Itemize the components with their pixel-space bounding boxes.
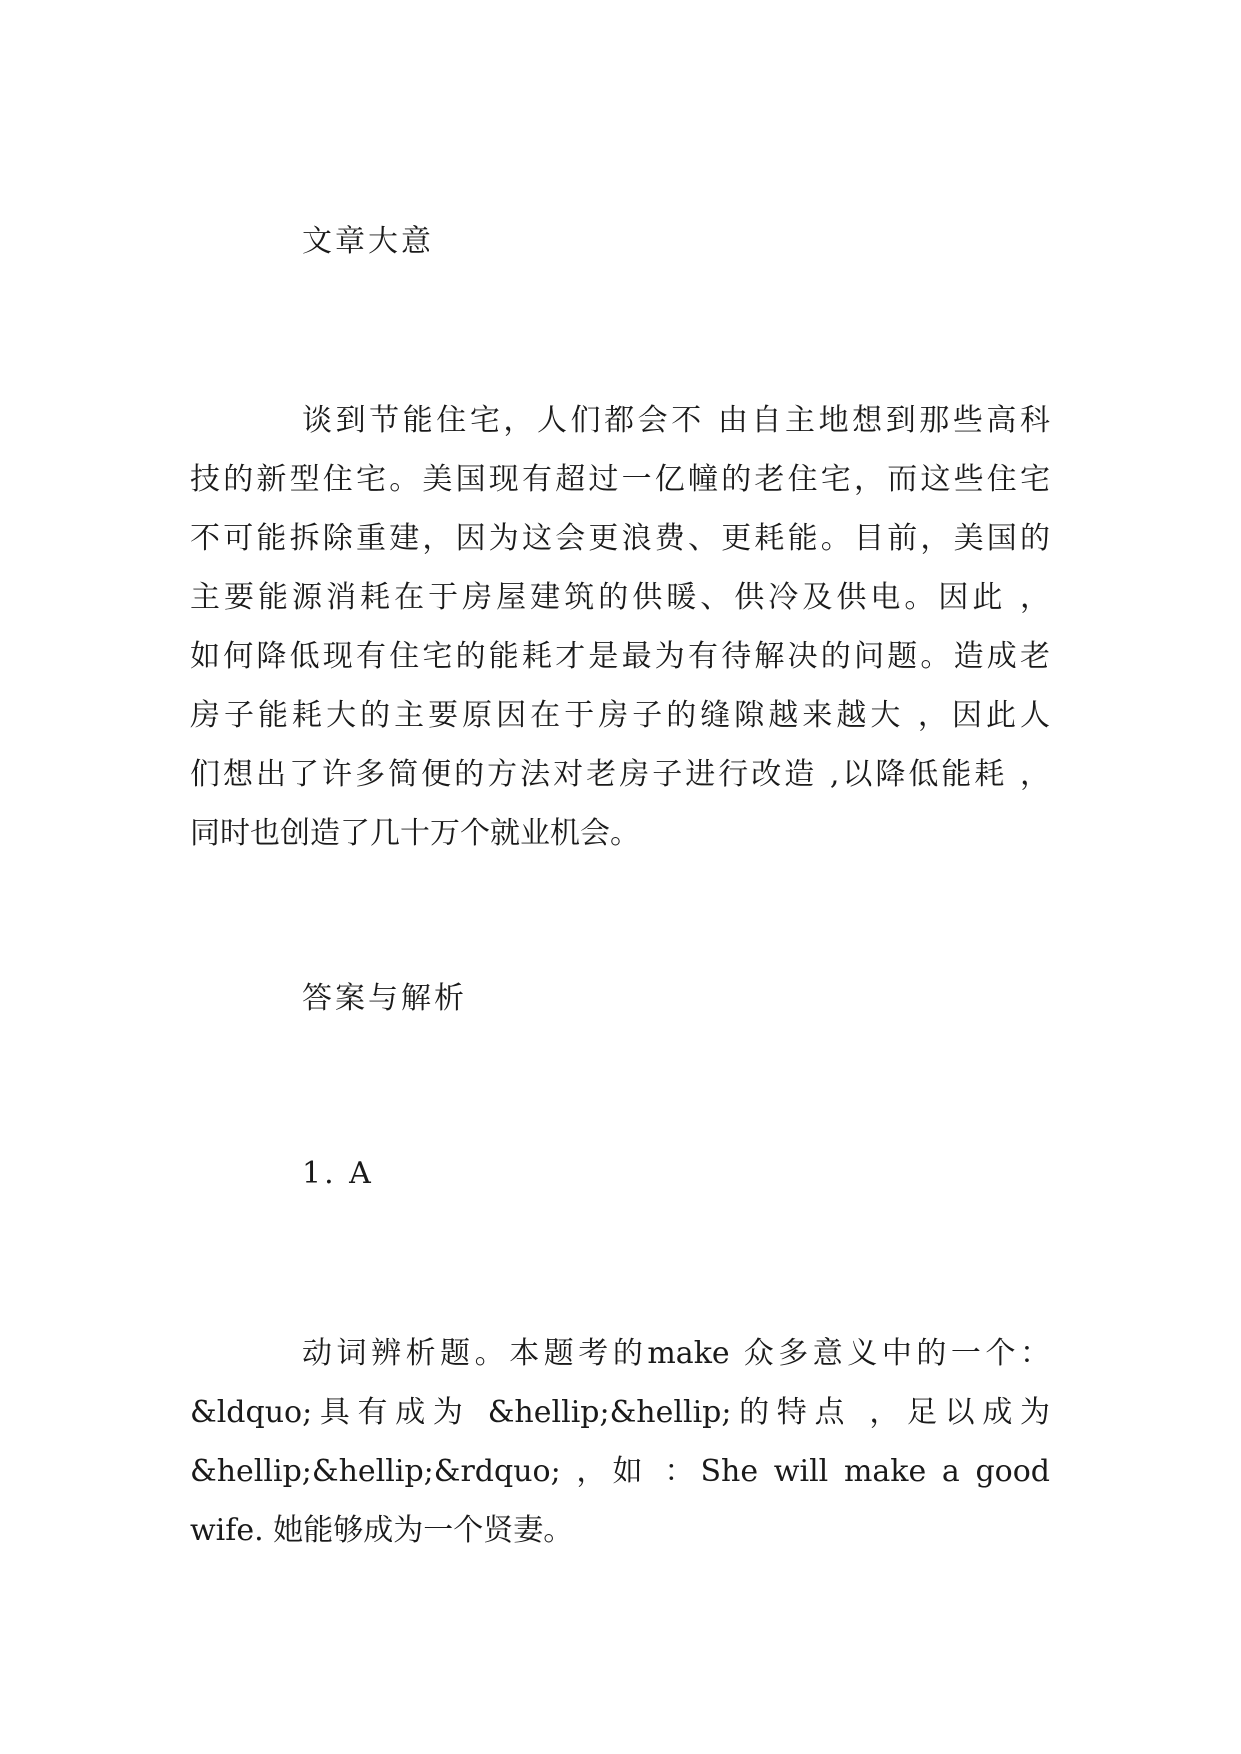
answer-item-number: 1. A: [302, 1156, 374, 1191]
paragraph-line: 们想出了许多简便的方法对老房子进行改造 ,以降低能耗 ，: [190, 757, 1050, 792]
paragraph-line: 如何降低现有住宅的能耗才是最为有待解决的问题。造成老: [190, 639, 1050, 674]
paragraph-line: 主要能源消耗在于房屋建筑的供暖、供冷及供电。因此 ，: [190, 580, 1050, 615]
summary-paragraph: [190, 391, 1050, 863]
paragraph-line: 动词辨析题。本题考的make 众多意义中的一个：: [302, 1336, 1050, 1371]
paragraph-line: 不可能拆除重建，因为这会更浪费、更耗能。目前，美国的: [190, 521, 1050, 556]
paragraph-line: wife. 她能够成为一个贤妻。: [190, 1513, 574, 1548]
paragraph-line: 同时也创造了几十万个就业机会。: [190, 816, 640, 851]
section-heading-summary: 文章大意: [302, 224, 434, 259]
paragraph-line: &ldquo;具有成为 &hellip;&hellip;的特点 ，足以成为: [190, 1395, 1050, 1430]
paragraph-line: 技的新型住宅。美国现有超过一亿幢的老住宅，而这些住宅: [190, 462, 1050, 497]
paragraph-line: 房子能耗大的主要原因在于房子的缝隙越来越大 ，因此人: [190, 698, 1050, 733]
paragraph-line: 谈到节能住宅，人们都会不 由自主地想到那些高科: [302, 403, 1050, 438]
answer-explanation-paragraph: [190, 1324, 1050, 1560]
section-heading-answers: 答案与解析: [302, 981, 467, 1016]
paragraph-line: &hellip;&hellip;&rdquo; ，如 ：She will make a good: [190, 1454, 1050, 1489]
